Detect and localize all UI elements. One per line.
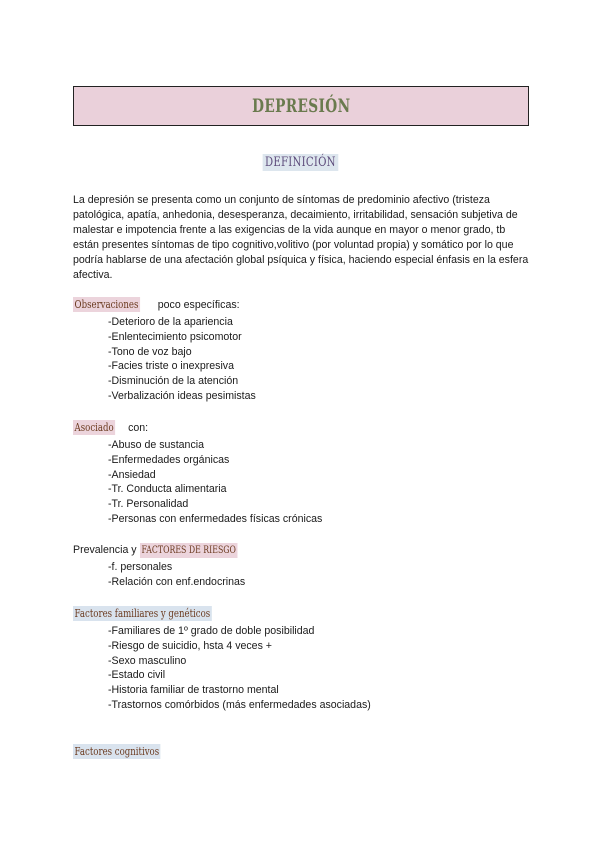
page-title: DEPRESIÓN	[251, 95, 351, 117]
heading-highlight: Observaciones	[74, 298, 139, 311]
section-subtitle: DEFINICIÓN	[262, 154, 337, 171]
section-heading	[73, 744, 533, 760]
list-item: -Disminución de la atención	[108, 375, 239, 388]
list-item: -Facies triste o inexpresiva	[108, 360, 234, 373]
list-item: -Tono de voz bajo	[108, 345, 192, 358]
list-item: -Sexo masculino	[108, 654, 187, 667]
definition-paragraph: La depresión se presenta como un conjunto de síntomas de predominio afectivo (tristeza patológica, apatía, anhedonia, desesperanza, decaimiento, irritabilidad, sensación subjetiva de malestar e impotencia frente a las exigencias de la vida aunque en mayor o menor grado, tb están presentes síntomas de tipo cognitivo,volitivo (por voluntad propia) y somático por lo que podría hablarse de una afectación global psíquica y física, haciendo especial énfasis en la esfera afectiva.	[73, 194, 529, 281]
list-item: -Ansiedad	[108, 468, 156, 481]
asociado-list	[73, 438, 533, 527]
heading-highlight: Factores familiares y genéticos	[74, 607, 211, 620]
heading-highlight: Asociado	[74, 421, 114, 434]
familiares-list	[73, 624, 533, 713]
list-item: -Enfermedades orgánicas	[108, 453, 230, 466]
title-box	[73, 86, 529, 126]
list-item: -Abuso de sustancia	[108, 439, 204, 451]
section-heading	[73, 297, 533, 313]
list-item: -Personas con enfermedades físicas crónicas	[108, 512, 323, 525]
list-item: -Estado civil	[108, 669, 166, 682]
list-item: -Deterioro de la apariencia	[108, 316, 233, 328]
list-item: -Historia familiar de trastorno mental	[108, 684, 279, 697]
observaciones-list	[73, 315, 533, 404]
section-observaciones	[73, 297, 533, 404]
list-item: -Tr. Personalidad	[108, 498, 189, 511]
section-asociado	[73, 420, 533, 527]
prevalencia-list	[73, 560, 533, 590]
list-item: -Relación con enf.endocrinas	[108, 575, 246, 588]
list-item: -Enlentecimiento psicomotor	[108, 330, 242, 343]
section-cognitivos	[73, 744, 533, 760]
section-heading	[73, 543, 533, 558]
heading-highlight: FACTORES DE RIESGO	[141, 545, 236, 556]
list-item: -f. personales	[108, 561, 173, 573]
list-item: -Verbalización ideas pesimistas	[108, 389, 256, 402]
section-prevalencia	[73, 543, 533, 590]
heading-suffix: poco específicas:	[154, 299, 240, 311]
list-item: -Trastornos comórbidos (más enfermedades asociadas)	[108, 698, 371, 711]
heading-suffix: con:	[125, 422, 149, 434]
list-item: -Riesgo de suicidio, hsta 4 veces +	[108, 639, 272, 652]
heading-highlight: Factores cognitivos	[74, 745, 160, 758]
section-familiares	[73, 606, 533, 713]
subtitle-wrap	[0, 153, 600, 171]
list-item: -Tr. Conducta alimentaria	[108, 483, 227, 496]
heading-prefix: Prevalencia y	[73, 544, 140, 556]
section-heading	[73, 420, 533, 436]
section-heading	[73, 606, 533, 622]
list-item: -Familiares de 1º grado de doble posibilidad	[108, 625, 315, 637]
